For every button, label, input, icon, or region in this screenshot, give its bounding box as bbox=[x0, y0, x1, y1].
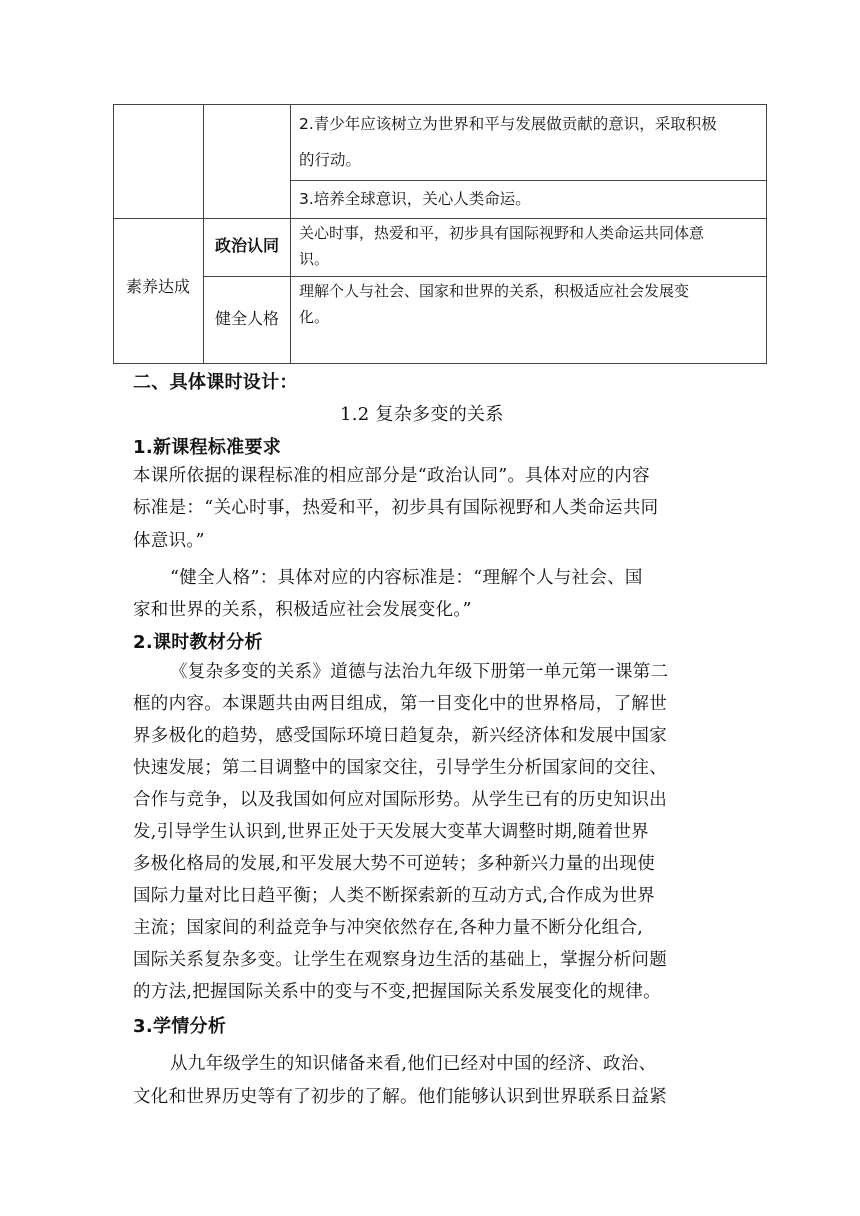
table-border-bottom bbox=[113, 363, 767, 364]
paragraph-3-line-10: 国际关系复杂多变。让学生在观察身边生活的基础上，掌握分析问题 bbox=[133, 950, 667, 970]
literacy-label: 素养达成 bbox=[125, 277, 190, 296]
paragraph-3-line-9: 主流；国家间的利益竞争与冲突依然存在,各种力量不断分化组合, bbox=[133, 918, 644, 938]
paragraph-1-line-1: 本课所依据的课程标准的相应部分是“政治认同”。具体对应的内容 bbox=[133, 466, 650, 486]
paragraph-3-line-6: 发,引导学生认识到,世界正处于天发展大变革大调整时期,随着世界 bbox=[133, 822, 649, 842]
table-row-divider-3 bbox=[203, 276, 767, 277]
paragraph-3-line-5: 合作与竞争，以及我国如何应对国际形势。从学生已有的历史知识出 bbox=[133, 790, 667, 810]
table-cell-personality-text bbox=[299, 278, 761, 330]
table-col-divider-2 bbox=[290, 104, 291, 364]
heading-student-analysis: 3.学情分析 bbox=[133, 1016, 227, 1037]
paragraph-3-line-8: 国际力量对比日趋平衡；人类不断探索新的互动方式,合作成为世界 bbox=[133, 886, 656, 906]
table-cell-goal-2 bbox=[299, 106, 761, 178]
table-border-left bbox=[113, 104, 114, 364]
personality-text-line-1: 理解个人与社会、国家和世界的关系，积极适应社会发展变 bbox=[299, 282, 690, 300]
table-row-divider-1 bbox=[290, 180, 767, 181]
objectives-table bbox=[113, 104, 767, 364]
paragraph-2-line-1: “健全人格”：具体对应的内容标准是：“理解个人与社会、国 bbox=[170, 568, 643, 588]
goal-3-text: 3.培养全球意识，关心人类命运。 bbox=[299, 190, 531, 208]
paragraph-3-line-4: 快速发展；第二目调整中的国家交往，引导学生分析国家间的交往、 bbox=[133, 758, 667, 778]
personality-label: 健全人格 bbox=[214, 309, 279, 328]
political-text-line-1: 关心时事，热爱和平，初步具有国际视野和人类命运共同体意 bbox=[299, 224, 705, 242]
table-cell-personality-label bbox=[204, 304, 290, 334]
table-border-right bbox=[766, 104, 767, 364]
goal-2-line-1: 2.青少年应该树立为世界和平与发展做贡献的意识，采取积极 bbox=[299, 115, 717, 133]
table-border-top bbox=[113, 104, 767, 105]
paragraph-1-line-3: 体意识。” bbox=[133, 531, 205, 551]
paragraph-4-line-1: 从九年级学生的知识储备来看,他们已经对中国的经济、政治、 bbox=[170, 1054, 657, 1074]
paragraph-4-line-2: 文化和世界历史等有了初步的了解。他们能够认识到世界联系日益紧 bbox=[133, 1087, 667, 1107]
paragraph-3-line-11: 的方法,把握国际关系中的变与不变,把握国际关系发展变化的规律。 bbox=[133, 982, 661, 1002]
paragraph-1-line-2: 标准是：“关心时事，热爱和平，初步具有国际视野和人类命运共同 bbox=[133, 498, 659, 518]
section-heading: 二、具体课时设计： bbox=[133, 372, 298, 393]
political-text-line-2: 识。 bbox=[299, 250, 330, 268]
goal-2-line-2: 的行动。 bbox=[299, 151, 362, 169]
table-row-divider-2 bbox=[113, 218, 767, 219]
lesson-title: 1.2 复杂多变的关系 bbox=[340, 404, 504, 425]
table-cell-political-text bbox=[299, 220, 761, 272]
table-cell-literacy-label bbox=[113, 272, 203, 302]
political-identity-label: 政治认同 bbox=[214, 236, 279, 255]
personality-text-line-2: 化。 bbox=[299, 308, 330, 326]
paragraph-3-line-3: 界多极化的趋势，感受国际环境日趋复杂，新兴经济体和发展中国家 bbox=[133, 726, 667, 746]
paragraph-3-line-1: 《复杂多变的关系》道德与法治九年级下册第一单元第一课第二 bbox=[170, 662, 669, 682]
paragraph-3-line-2: 框的内容。本课题共由两目组成，第一目变化中的世界格局，了解世 bbox=[133, 694, 667, 714]
paragraph-2-line-2: 家和世界的关系，积极适应社会发展变化。” bbox=[133, 600, 472, 620]
heading-curriculum-standards: 1.新课程标准要求 bbox=[133, 437, 282, 458]
paragraph-3-line-7: 多极化格局的发展,和平发展大势不可逆转；多种新兴力量的出现使 bbox=[133, 854, 656, 874]
table-cell-political-label bbox=[204, 231, 290, 261]
heading-textbook-analysis: 2.课时教材分析 bbox=[133, 632, 263, 653]
table-cell-goal-3 bbox=[299, 184, 761, 214]
